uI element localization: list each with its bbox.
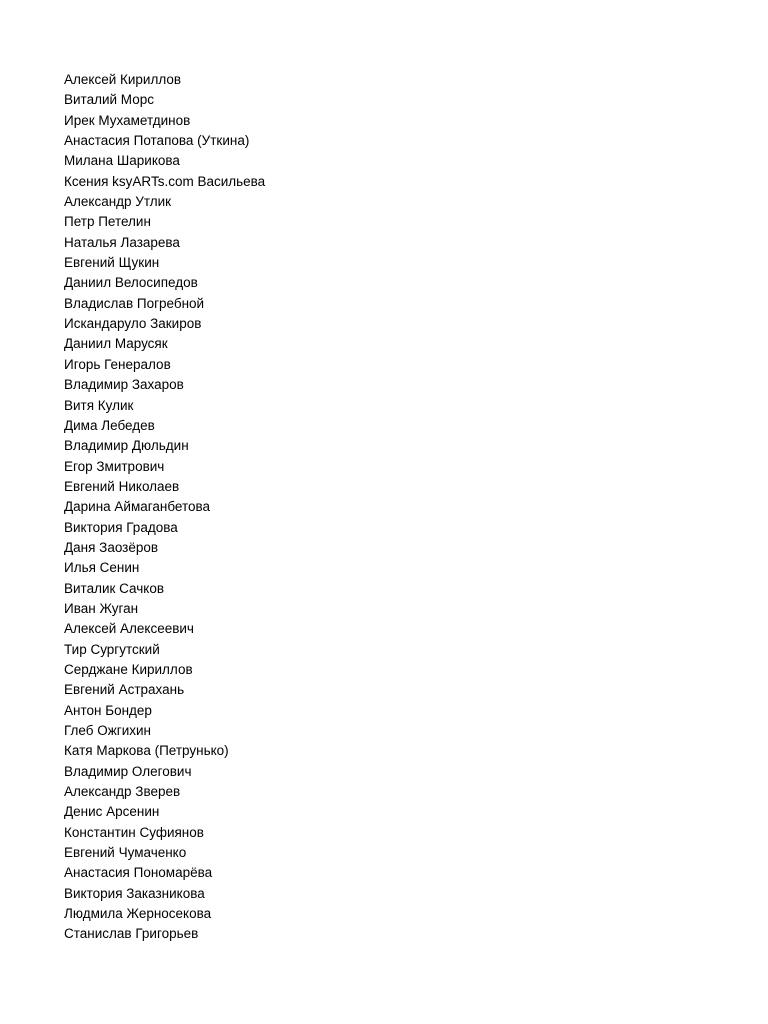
list-item: Виталик Сачков — [64, 580, 165, 596]
list-item: Игорь Генералов — [64, 356, 171, 372]
list-item: Дарина Аймаганбетова — [64, 499, 211, 515]
list-item: Антон Бондер — [64, 702, 152, 718]
list-item: Станислав Григорьев — [64, 926, 199, 942]
list-item: Тир Сургутский — [64, 641, 160, 657]
list-item: Иван Жуган — [64, 600, 139, 616]
list-item: Евгений Николаев — [64, 478, 180, 494]
list-item: Глеб Ожгихин — [64, 723, 152, 738]
list-item: Петр Петелин — [64, 214, 151, 230]
list-item: Искандаруло Закиров — [64, 316, 202, 332]
list-item: Евгений Чумаченко — [64, 845, 187, 861]
list-item: Виктория Градова — [64, 519, 178, 535]
list-item: Людмила Жерносекова — [64, 906, 212, 922]
list-item: Евгений Щукин — [64, 255, 160, 271]
list-item: Анастасия Потапова (Уткина) — [64, 133, 250, 149]
list-item: Милана Шарикова — [64, 153, 180, 169]
name-list — [64, 70, 265, 945]
list-item: Даня Заозёров — [64, 539, 159, 555]
list-item: Владислав Погребной — [64, 295, 205, 311]
list-item: Владимир Захаров — [64, 377, 184, 393]
list-item: Виталий Морс — [64, 92, 154, 108]
list-item: Даниил Велосипедов — [64, 275, 198, 291]
list-item: Илья Сенин — [64, 560, 140, 576]
list-item: Анастасия Пономарёва — [64, 865, 213, 881]
list-item: Витя Кулик — [64, 397, 134, 413]
list-item: Наталья Лазарева — [64, 234, 180, 250]
list-item: Серджане Кириллов — [64, 661, 193, 677]
list-item: Евгений Астрахань — [64, 682, 185, 698]
list-item: Дима Лебедев — [64, 417, 155, 433]
list-item: Константин Суфиянов — [64, 824, 204, 840]
list-item: Денис Арсенин — [64, 804, 160, 820]
list-item: Катя Маркова (Петрунько) — [64, 743, 229, 759]
list-item: Алексей Кириллов — [64, 72, 182, 87]
list-item: Ирек Мухаметдинов — [64, 112, 191, 128]
list-item: Даниил Марусяк — [64, 336, 168, 352]
list-item: Егор Змитрович — [64, 458, 165, 474]
list-item: Владимир Дюльдин — [64, 438, 189, 454]
list-item: Александр Зверев — [64, 784, 181, 800]
list-item: Ксения ksyARTs.com Васильева — [64, 173, 266, 189]
list-item: Александр Утлик — [64, 194, 172, 210]
list-item: Владимир Олегович — [64, 763, 192, 779]
list-item: Алексей Алексеевич — [64, 621, 194, 637]
list-item: Виктория Заказникова — [64, 885, 205, 901]
